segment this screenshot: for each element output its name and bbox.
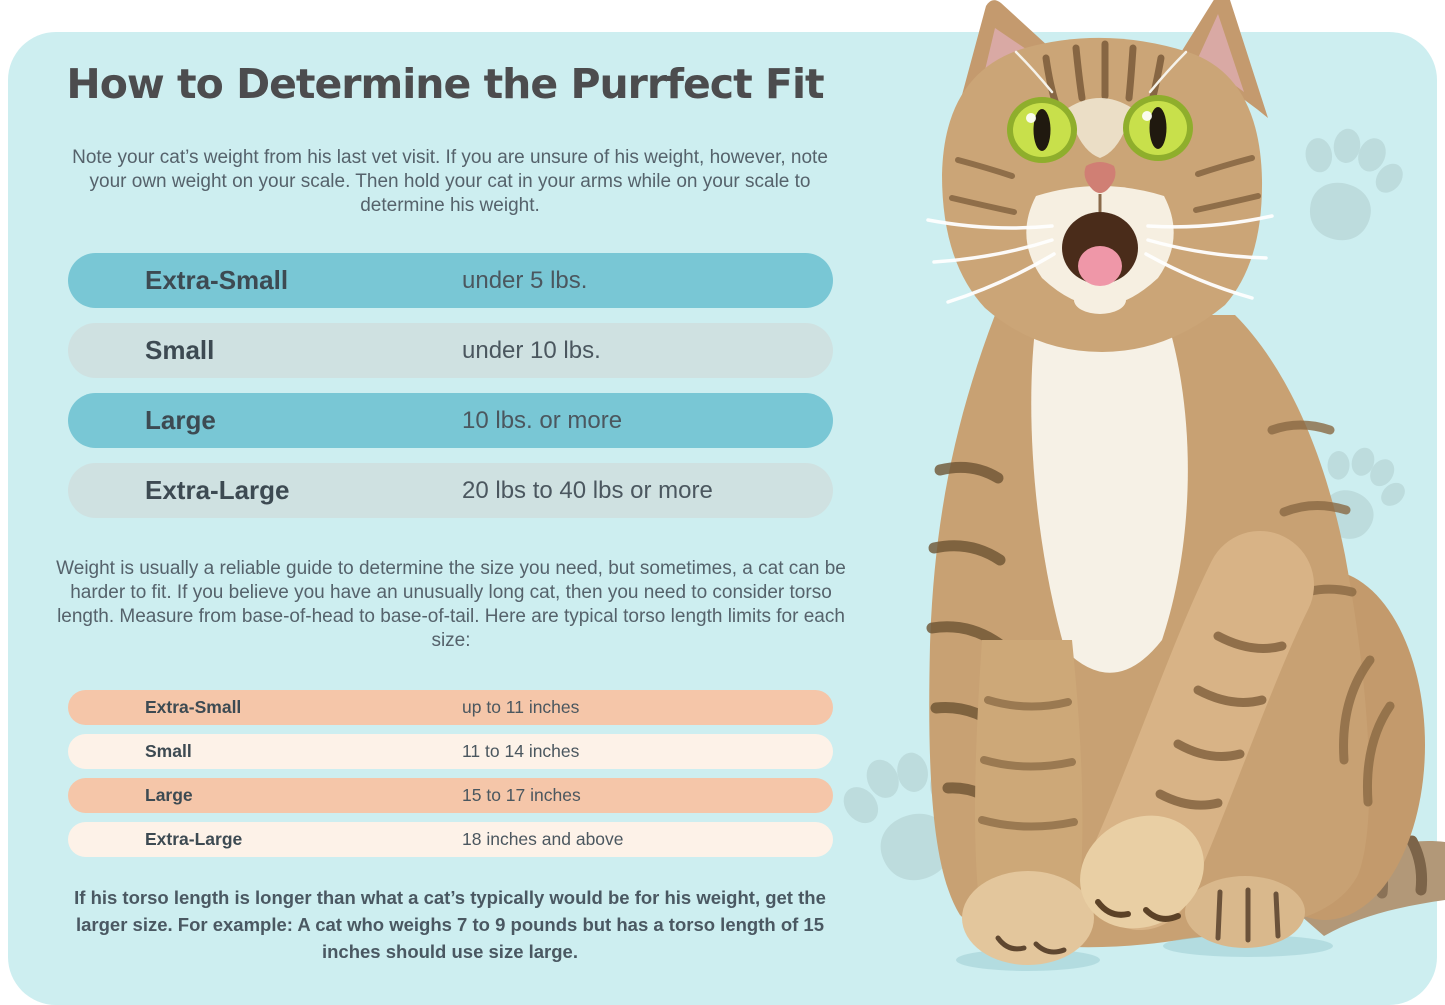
size-value: under 5 lbs. xyxy=(462,266,588,294)
weight-size-table xyxy=(68,253,833,533)
size-value: 20 lbs to 40 lbs or more xyxy=(462,476,713,504)
size-value: 18 inches and above xyxy=(462,829,624,849)
table-row xyxy=(68,463,833,518)
table-row xyxy=(68,778,833,813)
table-row xyxy=(68,393,833,448)
table-row xyxy=(68,822,833,857)
size-label: Extra-Large xyxy=(145,475,290,505)
size-label: Extra-Small xyxy=(145,265,289,295)
footer-paragraph: If his torso length is longer than what a cat’s typically would be for his weight, get the larger size. For example: A cat who weighs 7 to 9 pounds but has a torso length of 15 inches should use size large. xyxy=(74,887,826,962)
page-title: How to Determine the Purrfect Fit xyxy=(66,60,824,108)
cat-photo xyxy=(900,0,1445,1005)
size-label: Large xyxy=(145,405,216,435)
size-value: 15 to 17 inches xyxy=(462,785,581,805)
size-label: Extra-Small xyxy=(145,697,242,717)
size-label: Small xyxy=(145,741,192,761)
table-row xyxy=(68,323,833,378)
table-row xyxy=(68,734,833,769)
torso-note-paragraph: Weight is usually a reliable guide to determine the size you need, but sometimes, a cat can be harder to fit. If you believe you have an unusually long cat, then you need to consider torso length. Measure from base-of-head to base-of-tail. Here are typical torso length limits for each size: xyxy=(56,558,846,652)
size-label: Extra-Large xyxy=(145,829,243,849)
size-value: under 10 lbs. xyxy=(462,336,601,364)
size-label: Small xyxy=(145,335,215,365)
table-row xyxy=(68,253,833,308)
intro-paragraph: Note your cat’s weight from his last vet visit. If you are unsure of his weight, however, note your own weight on your scale. Then hold your cat in your arms while on your scale to determine his weight. xyxy=(72,147,828,217)
table-row xyxy=(68,690,833,725)
torso-length-table xyxy=(68,690,833,866)
size-value: 11 to 14 inches xyxy=(462,741,580,761)
size-value: up to 11 inches xyxy=(462,697,580,717)
size-value: 10 lbs. or more xyxy=(462,406,623,434)
size-label: Large xyxy=(145,785,193,805)
